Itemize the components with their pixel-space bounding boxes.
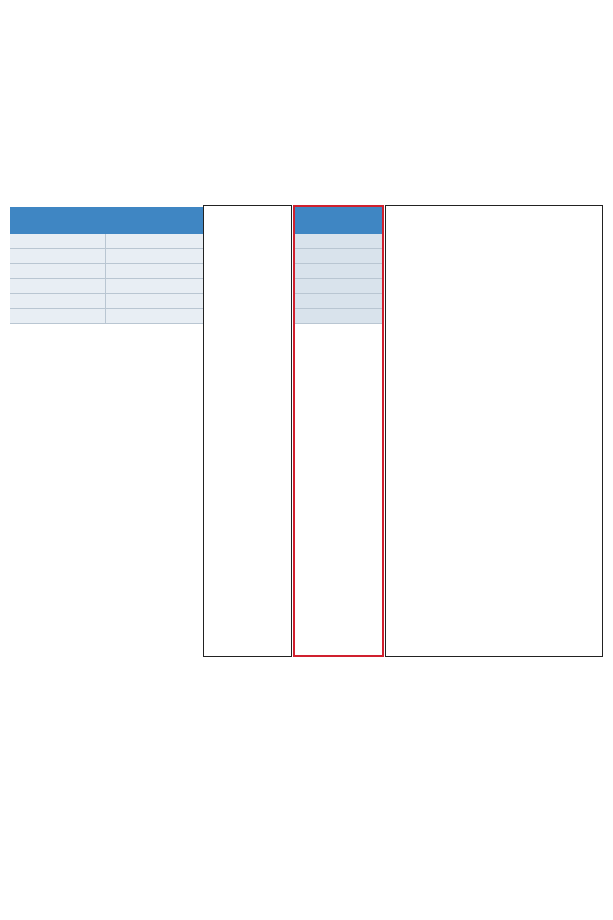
spec-unit (155, 309, 203, 324)
notes (10, 668, 31, 677)
spec-unit (155, 234, 203, 249)
spec-label (10, 249, 105, 264)
spec-unit (155, 264, 203, 279)
spec-sublabel (105, 294, 155, 309)
spec-unit (155, 279, 203, 294)
spec-sublabel (105, 234, 155, 249)
spec-label (10, 234, 105, 249)
spec-sublabel (105, 309, 155, 324)
empty-model-column-left (203, 205, 292, 657)
spec-label (10, 294, 105, 309)
highlight-frame (293, 205, 384, 657)
model-label (10, 207, 203, 234)
spec-unit (155, 294, 203, 309)
spec-sublabel (105, 279, 155, 294)
spec-unit (155, 249, 203, 264)
spec-sublabel (105, 264, 155, 279)
spec-label (10, 309, 105, 324)
spec-label (10, 279, 105, 294)
spec-label (10, 264, 105, 279)
empty-model-column-right (385, 205, 603, 657)
spec-sublabel (105, 249, 155, 264)
